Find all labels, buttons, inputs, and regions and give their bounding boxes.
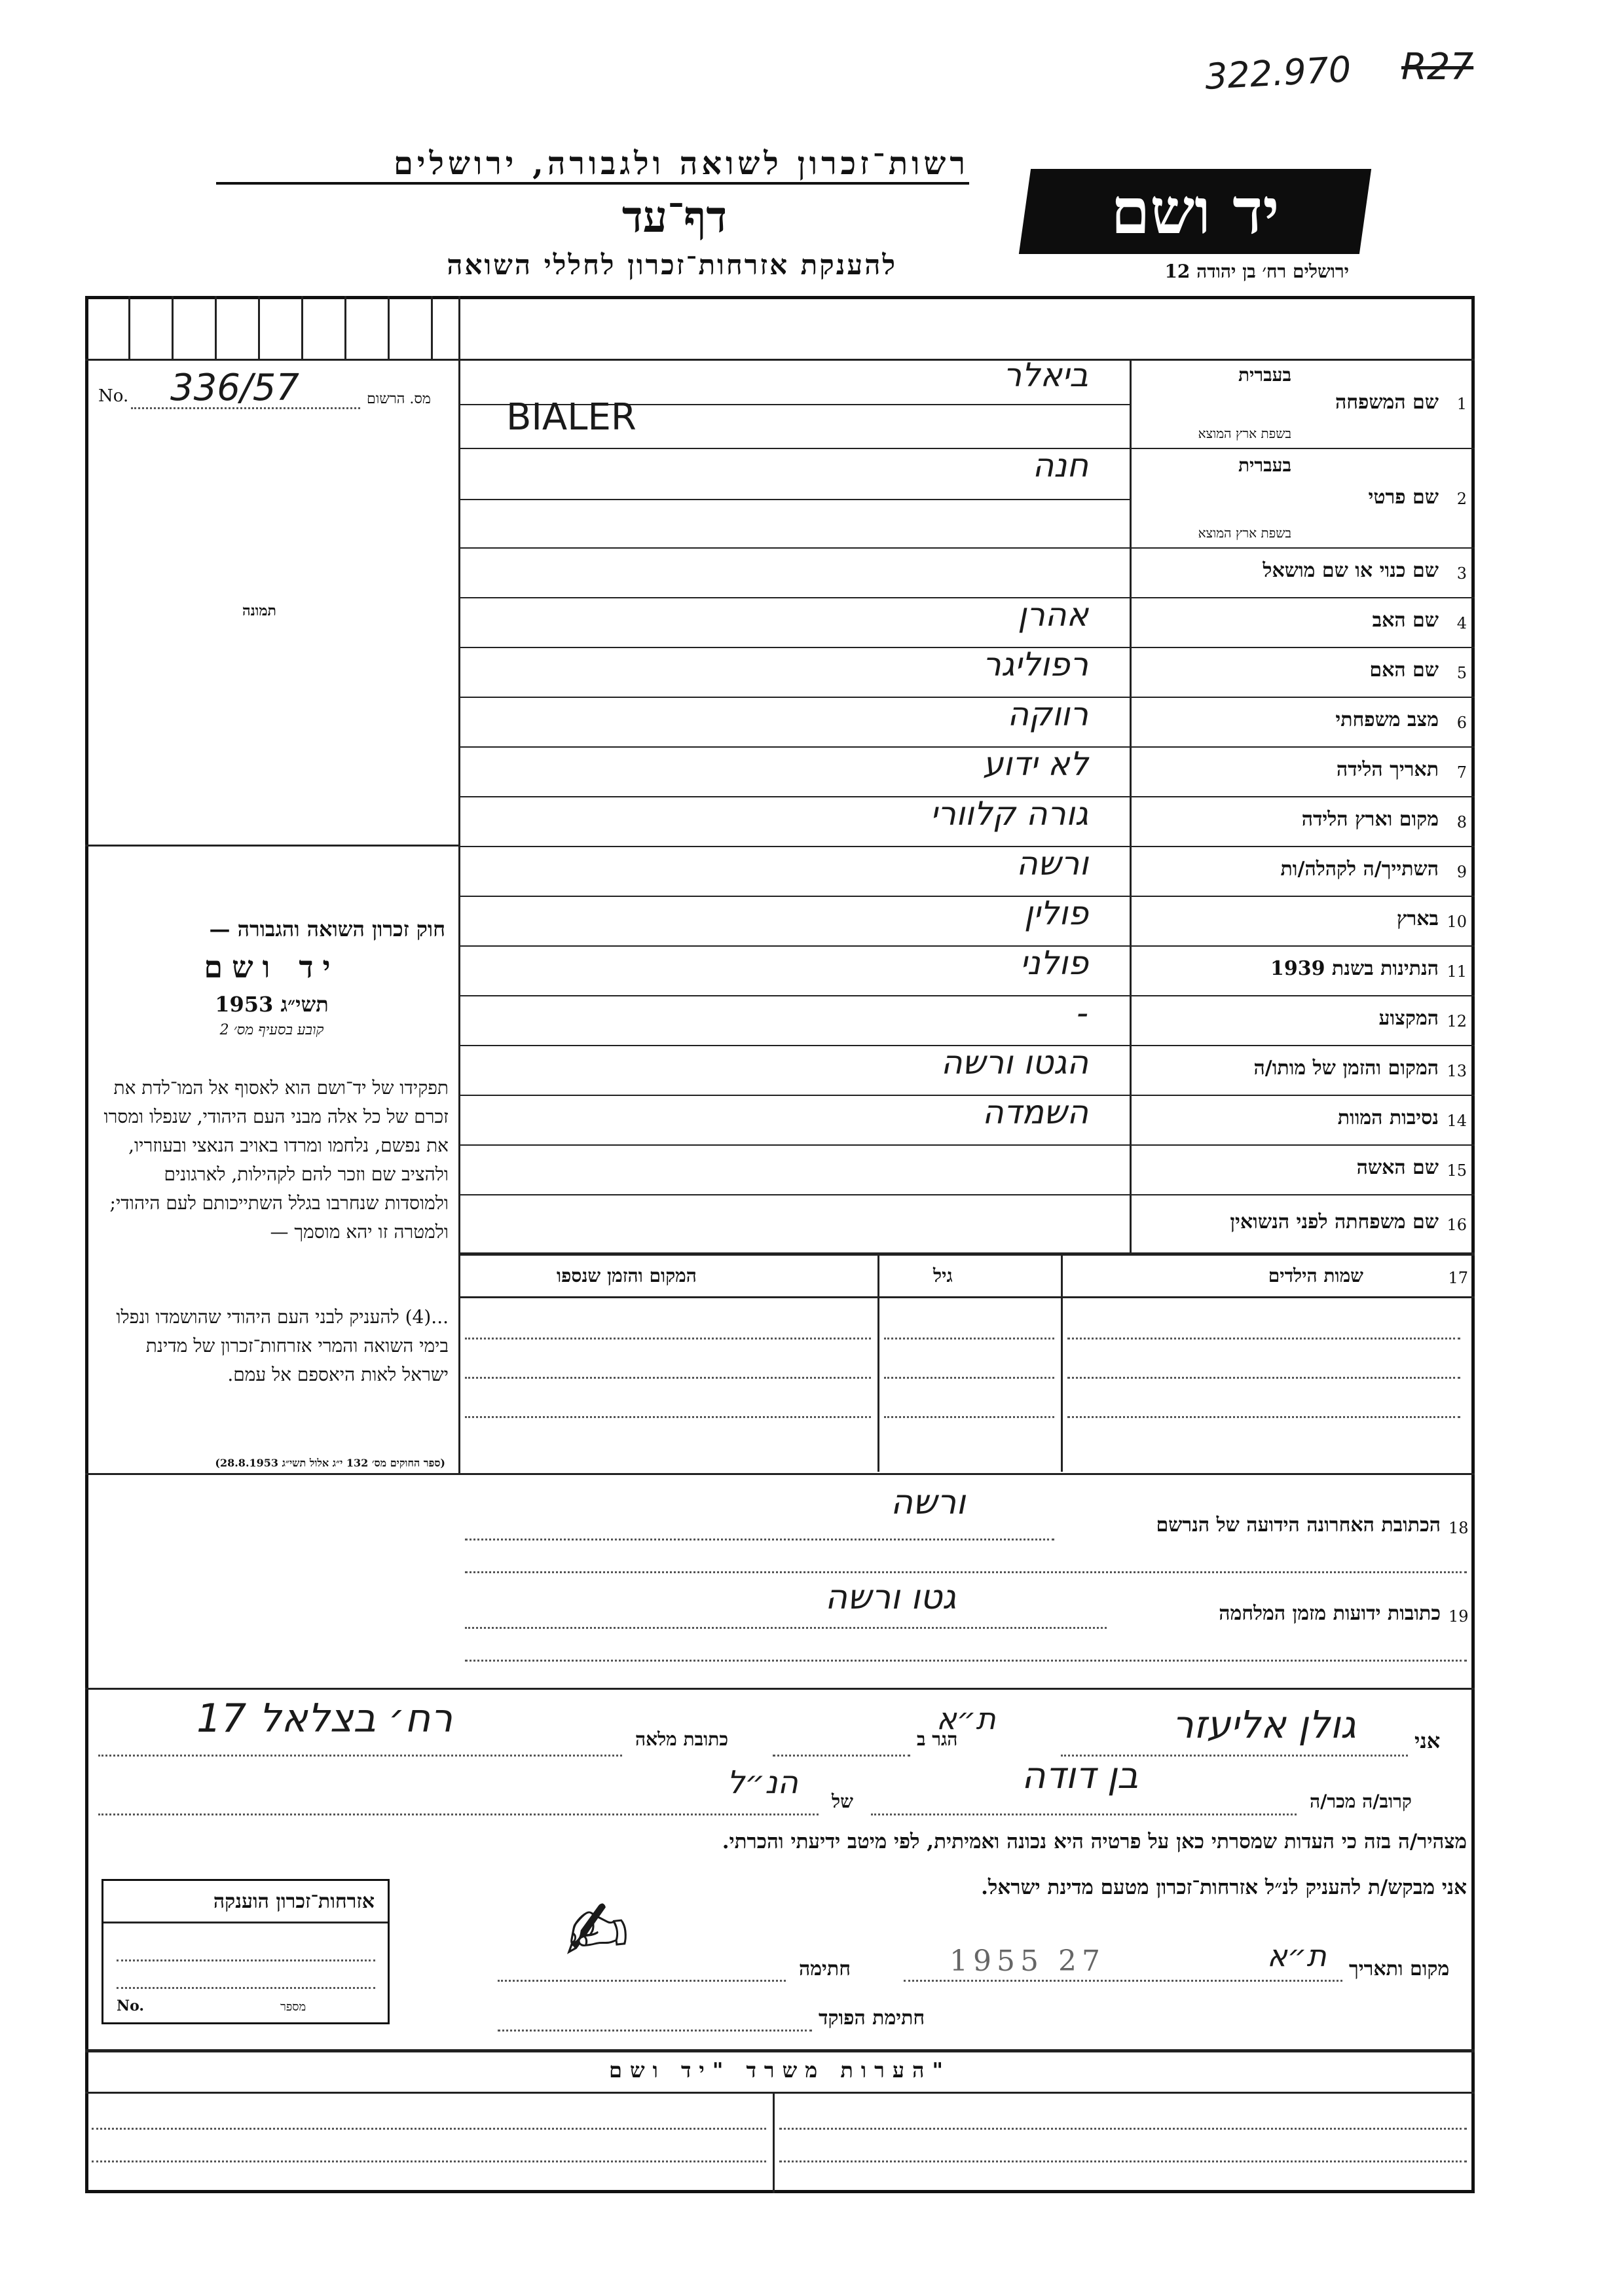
form-title: דף־עד	[621, 191, 728, 242]
law-text-2: ...(4) להעניק לבני העם היהודי שהושמדו ונפלו בימי השואה והמרי אזרחות־זכרון של מדינת ישראל לאות היאספם אל עמם.	[116, 1306, 449, 1385]
field-1-sub-hebrew: בעברית	[1238, 364, 1291, 386]
field-row-8	[460, 797, 1475, 847]
place-value: ת״א	[1267, 1938, 1327, 1973]
children-col-age: גיל	[933, 1265, 953, 1286]
registration-no-label: No.	[98, 386, 129, 406]
field-6-label: מצב משפחתי	[1335, 708, 1439, 731]
field-6-value: רווקה	[1007, 695, 1088, 733]
relation-label: קרוב/ה מכר/ה	[1310, 1791, 1412, 1812]
field-18-value: ורשה	[891, 1483, 966, 1522]
field-19-value: גטו ורשה	[825, 1578, 957, 1617]
field-18-number: 18	[1449, 1519, 1469, 1537]
field-4-value: אהרן	[1018, 596, 1088, 634]
field-12-value: -	[1076, 994, 1088, 1032]
field-13-label: המקום והזמן של מותו/ה	[1253, 1057, 1439, 1080]
field-10-label: בארץ	[1396, 907, 1439, 930]
archive-number: 322.970	[1204, 48, 1352, 98]
field-row-1	[460, 356, 1475, 449]
field-4-number: 4	[1456, 614, 1467, 632]
field-row-6	[460, 695, 1475, 748]
field-10-number: 10	[1447, 913, 1467, 931]
field-19-label: כתובות ידועות מזמן המלחמה	[1219, 1602, 1441, 1625]
field-5-label: שם האם	[1369, 659, 1439, 682]
field-16-label: שם משפחתה לפני הנשואין	[1230, 1210, 1439, 1233]
field-12-number: 12	[1447, 1012, 1467, 1030]
resides-label: הגר ב	[917, 1728, 958, 1750]
field-1-value-native: BIALER	[506, 396, 637, 439]
law-year: תשי״ג 1953	[215, 992, 329, 1017]
field-row-9	[460, 847, 1475, 897]
resides-value: ת״א	[936, 1701, 996, 1736]
date-value: 1955 27	[950, 1944, 1105, 1978]
field-row-12	[460, 996, 1475, 1046]
field-2-sub-hebrew: בעברית	[1238, 454, 1291, 476]
declarant-name: גולן אליעזר	[1172, 1702, 1356, 1747]
stamp-box-title: אזרחות־זכרון הוענקה	[213, 1890, 375, 1913]
field-row-16	[460, 1195, 1475, 1254]
field-7-number: 7	[1456, 763, 1467, 782]
citizenship-stamp-box	[101, 1879, 390, 2024]
address-value: רח׳ בצלאל 17	[196, 1696, 453, 1741]
field-14-label: נסיבות המוות	[1337, 1106, 1439, 1129]
stamp-box-number-label: מספר	[280, 2000, 306, 2014]
field-4-label: שם האב	[1372, 609, 1439, 632]
yad-vashem-logo	[1019, 169, 1371, 254]
field-row-3	[460, 549, 1475, 598]
field-15-number: 15	[1447, 1161, 1467, 1180]
logo-text: יד ושם	[1111, 174, 1280, 248]
address-label: כתובת מלאה	[635, 1728, 729, 1750]
field-1-value: ביאלר	[1003, 356, 1088, 394]
signature-label: חתימה	[799, 1958, 851, 1980]
field-1-label: שם המשפחה	[1335, 391, 1439, 414]
of-value: הנ״ל	[727, 1764, 798, 1801]
field-7-value: לא ידוע	[982, 745, 1088, 783]
field-8-number: 8	[1456, 813, 1467, 831]
field-9-value: ורשה	[1016, 845, 1088, 883]
field-row-11	[460, 944, 1475, 996]
field-11-label: הנתינות בשנת 1939	[1270, 957, 1439, 980]
field-18-label: הכתובת האחרונה הידועה של הנרשם	[1156, 1514, 1441, 1537]
photo-label: תמונה	[242, 602, 276, 619]
children-table	[458, 1256, 1475, 1472]
registration-label: מס. הרשום	[367, 391, 431, 407]
field-17-number: 17	[1448, 1269, 1468, 1287]
field-3-number: 3	[1456, 564, 1467, 583]
corner-mark: R27	[1401, 46, 1474, 88]
field-2-value: חנה	[1032, 446, 1088, 484]
field-8-value: גורה קלוורי	[930, 795, 1088, 833]
field-row-15	[460, 1146, 1475, 1195]
field-row-7	[460, 745, 1475, 797]
form-subtitle: להענקת אזרחות־זכרון לחללי השואה	[447, 249, 897, 281]
field-row-4	[460, 598, 1475, 648]
field-13-number: 13	[1447, 1062, 1467, 1080]
field-11-value: פולני	[1020, 944, 1088, 982]
law-source: (ספר החוקים מס׳ 132 י״ג אלול תשי״ג 28.8.1953)	[215, 1457, 445, 1469]
authority-title: רשות־זכרון לשואה ולגבורה, ירושלים	[216, 145, 969, 185]
field-15-label: שם האשה	[1356, 1156, 1439, 1179]
field-12-label: המקצוע	[1378, 1007, 1439, 1030]
registration-number: 336/57	[170, 367, 300, 409]
field-2-number: 2	[1456, 490, 1467, 508]
law-clause: קובע בסעיף מס׳ 2	[219, 1022, 324, 1038]
place-date-label: מקום ותאריך	[1349, 1958, 1450, 1980]
officer-signature-label: חתימת הפוקד	[819, 2007, 925, 2030]
field-5-number: 5	[1456, 664, 1467, 682]
signature: ✍	[559, 1882, 634, 1980]
field-13-value: הגטו ורשה	[940, 1044, 1088, 1082]
field-16-number: 16	[1447, 1215, 1467, 1234]
children-col-place: המקום והזמן שנספו	[557, 1265, 697, 1286]
field-1-sub-native: בשפת ארץ המוצא	[1198, 426, 1291, 441]
field-14-value: השמדה	[982, 1093, 1088, 1131]
field-5-value: רפוליגר	[982, 646, 1088, 683]
field-8-label: מקום וארץ הלידה	[1301, 808, 1439, 831]
declaration-statement-1: מצהיר/ה בזה כי העדות שמסרתי כאן על פרטיה היא נכונה ואמיתית, לפי מיטב ידיעתי והכרתי.	[722, 1830, 1467, 1853]
law-text-1: תפקידו של יד־ושם הוא לאסוף אל המו־לדת את זכרם של כל אלה מבני העם היהודי, שנפלו ומסרו את נפשם, נלחמו ומרדו באויב הנאצי ובעוזריו, ולהציב שם וזכר להם לקהילות, לארגונים ולמוסדות שנחרבו בגלל השתייכותם לעם היהודי; ולמטרה זו יהא מוסמך —	[103, 1077, 449, 1243]
field-14-number: 14	[1447, 1112, 1467, 1130]
field-11-number: 11	[1447, 962, 1467, 981]
field-3-label: שם כנוי או שם מושאל	[1263, 559, 1439, 582]
field-row-13	[460, 1046, 1475, 1096]
field-2-sub-native: בשפת ארץ המוצא	[1198, 525, 1291, 541]
relation-value: בן דודה	[1022, 1755, 1139, 1797]
field-7-label: תאריך הלידה	[1336, 758, 1439, 781]
field-row-14	[460, 1093, 1475, 1146]
field-row-2	[460, 446, 1475, 549]
field-row-10	[460, 894, 1475, 947]
field-1-number: 1	[1456, 395, 1467, 413]
field-10-value: פולין	[1024, 894, 1088, 932]
field-19-number: 19	[1449, 1607, 1469, 1626]
law-title: חוק זכרון השואה והגבורה —	[209, 917, 445, 941]
field-2-label: שם פרטי	[1368, 486, 1439, 509]
field-row-5	[460, 648, 1475, 698]
children-col-names: שמות הילדים	[1268, 1265, 1363, 1286]
field-6-number: 6	[1456, 714, 1467, 732]
of-label: של	[832, 1791, 853, 1812]
field-9-label: השתייך/ה לקהלה/ות	[1280, 858, 1439, 881]
declaration-statement-2: אני מבקש/ת להעניק לנ״ל אזרחות־זכרון מטעם מדינת ישראל.	[981, 1876, 1467, 1899]
header-address: ירושלים רח׳ בן יהודה 12	[1164, 261, 1349, 282]
footer-remarks-title: הערות משרד "יד ושם"	[608, 2058, 951, 2083]
field-9-number: 9	[1456, 863, 1467, 881]
law-name: יד ושם	[204, 949, 340, 985]
declaration-i-label: אני	[1414, 1728, 1441, 1753]
stamp-box-no-label: No.	[117, 1997, 145, 2014]
